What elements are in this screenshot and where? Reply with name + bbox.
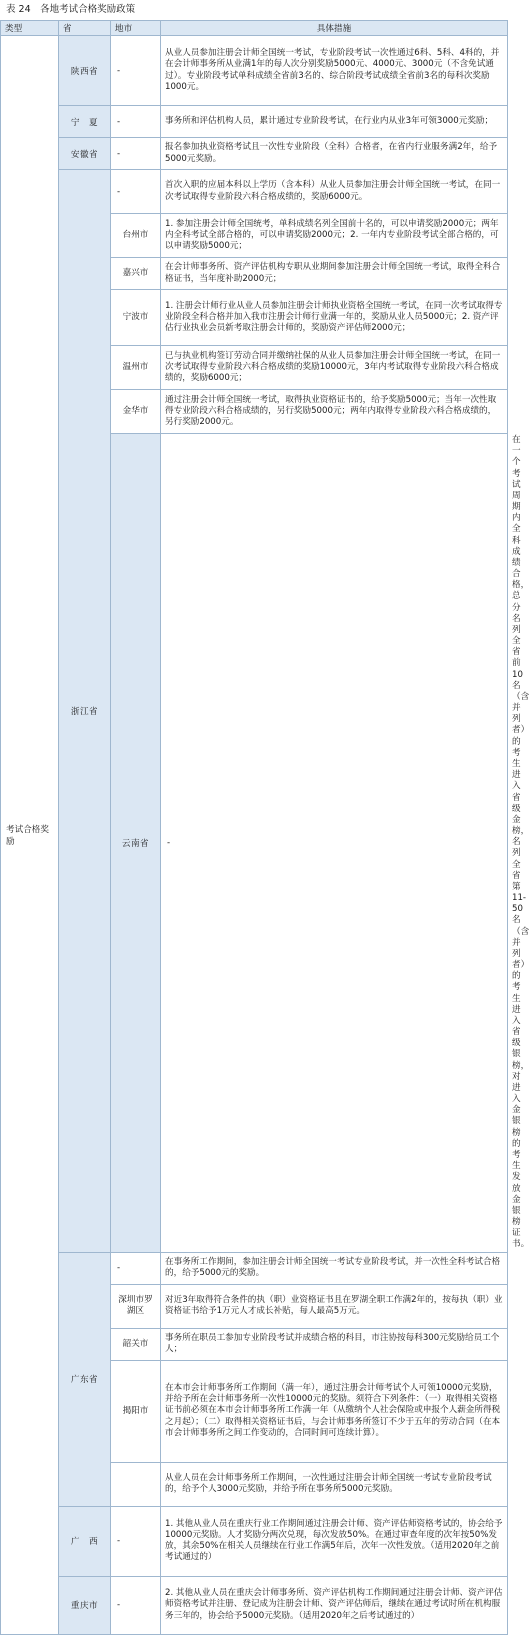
- measure-cell: 1. 注册会计师行业从业人员参加注册会计师执业资格全国统一考试，在同一次考试取得专业阶段全科合格并加入我市注册会计师行业满一年的，奖励从业人员5000元；2. 资产评估行业执业会员新考取注册会计师的，奖励资产评估师2000元；: [161, 290, 508, 346]
- measure-cell: 从业人员参加注册会计师全国统一考试，专业阶段考试一次性通过6科、5科、4科的，并在会计师事务所从业满1年的每人次分别奖励5000元、4000元、3000元（不含免试通过）。专业阶段考试单科成绩全省前3名的、综合阶段考试成绩全省前3名的每科次奖励1000元。: [161, 36, 508, 106]
- table-row: [1, 138, 508, 170]
- type-cell: 考试合格奖励: [1, 36, 59, 1635]
- award-policy-table: [0, 20, 529, 1635]
- measure-cell: 1. 参加注册会计师全国统考，单科成绩名列全国前十名的，可以申请奖励2000元；两年内全科考试全部合格的，可以申请奖励2000元；2. 一年内专业阶段考试全部合格的，可以申请奖励5000元；: [161, 214, 508, 258]
- city-cell: -: [111, 1506, 161, 1576]
- city-cell: -: [111, 170, 161, 214]
- province-cell: 陕西省: [59, 36, 111, 106]
- table-row: 云南省 - 在一个考试周期内全科成绩合格，总分名列全省前10名（含并列者）的考生进入省级金榜，名列全省第11-50名（含并列者）的考生进入省级银榜，对进入金银榜的考生发放金银榜证书。: [1, 434, 508, 1253]
- table-row: [1, 170, 508, 214]
- table-row: [1, 1576, 508, 1634]
- measure-cell: 通过注册会计师全国统一考试，取得执业资格证书的，给予奖励5000元；当年一次性取得专业阶段六科合格成绩的，另行奖励5000元；两年内取得专业阶段六科合格成绩的，另行奖励2000元。: [161, 390, 508, 434]
- measure-cell: 报名参加执业资格考试且一次性专业阶段（全科）合格者，在省内行业服务满2年，给予5000元奖励。: [161, 138, 508, 170]
- header-city: 地市: [111, 21, 161, 36]
- city-cell: 韶关市: [111, 1328, 161, 1360]
- city-cell: -: [111, 138, 161, 170]
- table-caption: 表 24 各地考试合格奖励政策: [6, 4, 136, 15]
- measure-cell: 事务所和评估机构人员，累计通过专业阶段考试，在行业内从业3年可领3000元奖励；: [161, 106, 508, 138]
- province-cell: 广 西: [59, 1506, 111, 1576]
- city-cell: 嘉兴市: [111, 258, 161, 290]
- city-cell: 揭阳市: [111, 1360, 161, 1462]
- province-cell: 重庆市: [59, 1576, 111, 1634]
- table-row: [1, 36, 508, 106]
- province-cell: 云南省: [111, 434, 161, 1253]
- measure-cell: 首次入职的应届本科以上学历（含本科）从业人员参加注册会计师全国统一考试，在同一次考试取得专业阶段六科合格成绩的，奖励6000元。: [161, 170, 508, 214]
- measure-cell: 在会计师事务所、资产评估机构专职从业期间参加注册会计师全国统一考试，取得全科合格证书，当年度补助2000元；: [161, 258, 508, 290]
- measure-cell: 从业人员在会计师事务所工作期间，一次性通过注册会计师全国统一考试专业阶段考试的，给予个人3000元奖励，并给予所在事务所5000元奖励。: [161, 1462, 508, 1506]
- province-cell: 宁 夏: [59, 106, 111, 138]
- measure-cell: 1. 其他从业人员在重庆行业工作期间通过注册会计师、资产评估师资格考试的，协会给予10000元奖励。人才奖励分两次兑现，每次发放50%。在通过审查年度的次年按50%发放，其余50%在相关人员继续在行业工作满5年后，次年一次性发放。（适用2020年之前考试通过的）: [161, 1506, 508, 1576]
- province-cell: 安徽省: [59, 138, 111, 170]
- measure-cell: 在事务所工作期间，参加注册会计师全国统一考试专业阶段考试，并一次性全科考试合格的，给予5000元的奖励。: [161, 1252, 508, 1284]
- province-cell: 浙江省: [59, 170, 111, 1253]
- table-row: [1, 1506, 508, 1576]
- city-cell: 温州市: [111, 346, 161, 390]
- header-province: 省: [59, 21, 111, 36]
- city-cell: -: [111, 1576, 161, 1634]
- measure-cell: 事务所在职员工参加专业阶段考试并成绩合格的科目，市注协按每科300元奖励给员工个人；: [161, 1328, 508, 1360]
- header-measures: 具体措施: [161, 21, 508, 36]
- city-cell: -: [111, 106, 161, 138]
- city-cell: 深圳市罗湖区: [111, 1284, 161, 1328]
- city-cell: -: [111, 36, 161, 106]
- measure-cell: 2. 其他从业人员在重庆会计师事务所、资产评估机构工作期间通过注册会计师、资产评估师资格考试并注册、登记成为注册会计师、资产评估师后，继续在通过考试时所在机构服务三年的，协会给予5000元奖励。（适用2020年之后考试通过的）: [161, 1576, 508, 1634]
- city-cell: [111, 1462, 161, 1506]
- city-cell: 金华市: [111, 390, 161, 434]
- city-cell: -: [161, 434, 508, 1253]
- city-cell: 台州市: [111, 214, 161, 258]
- city-cell: -: [111, 1252, 161, 1284]
- header-type: 类型: [1, 21, 59, 36]
- table-row: [1, 1252, 508, 1284]
- measure-cell: 已与执业机构签订劳动合同并缴纳社保的从业人员参加注册会计师全国统一考试，在同一次考试取得专业阶段六科合格成绩的奖励10000元，3年内考试取得专业阶段六科合格成绩的，奖励6000元；: [161, 346, 508, 390]
- header-row: [1, 21, 508, 36]
- province-cell: 广东省: [59, 1252, 111, 1506]
- table-row: [1, 106, 508, 138]
- measure-cell: 对近3年取得符合条件的执（职）业资格证书且在罗湖全职工作满2年的，按每执（职）业资格证书给予1万元人才成长补贴，每人最高5万元。: [161, 1284, 508, 1328]
- measure-cell: 在本市会计师事务所工作期间（满一年），通过注册会计师考试个人可领10000元奖励，并给予所在会计师事务所一次性10000元的奖励。须符合下列条件：（一）取得相关资格证书前必须在本市会计师事务所工作满一年（从缴纳个人社会保险或申报个人薪金所得税之月起）；（二）取得相关资格证书后，与会计师事务所签订不少于五年的劳动合同（在本市会计师事务所之间工作变动的，合同时间可连续计算）。: [161, 1360, 508, 1462]
- city-cell: 宁波市: [111, 290, 161, 346]
